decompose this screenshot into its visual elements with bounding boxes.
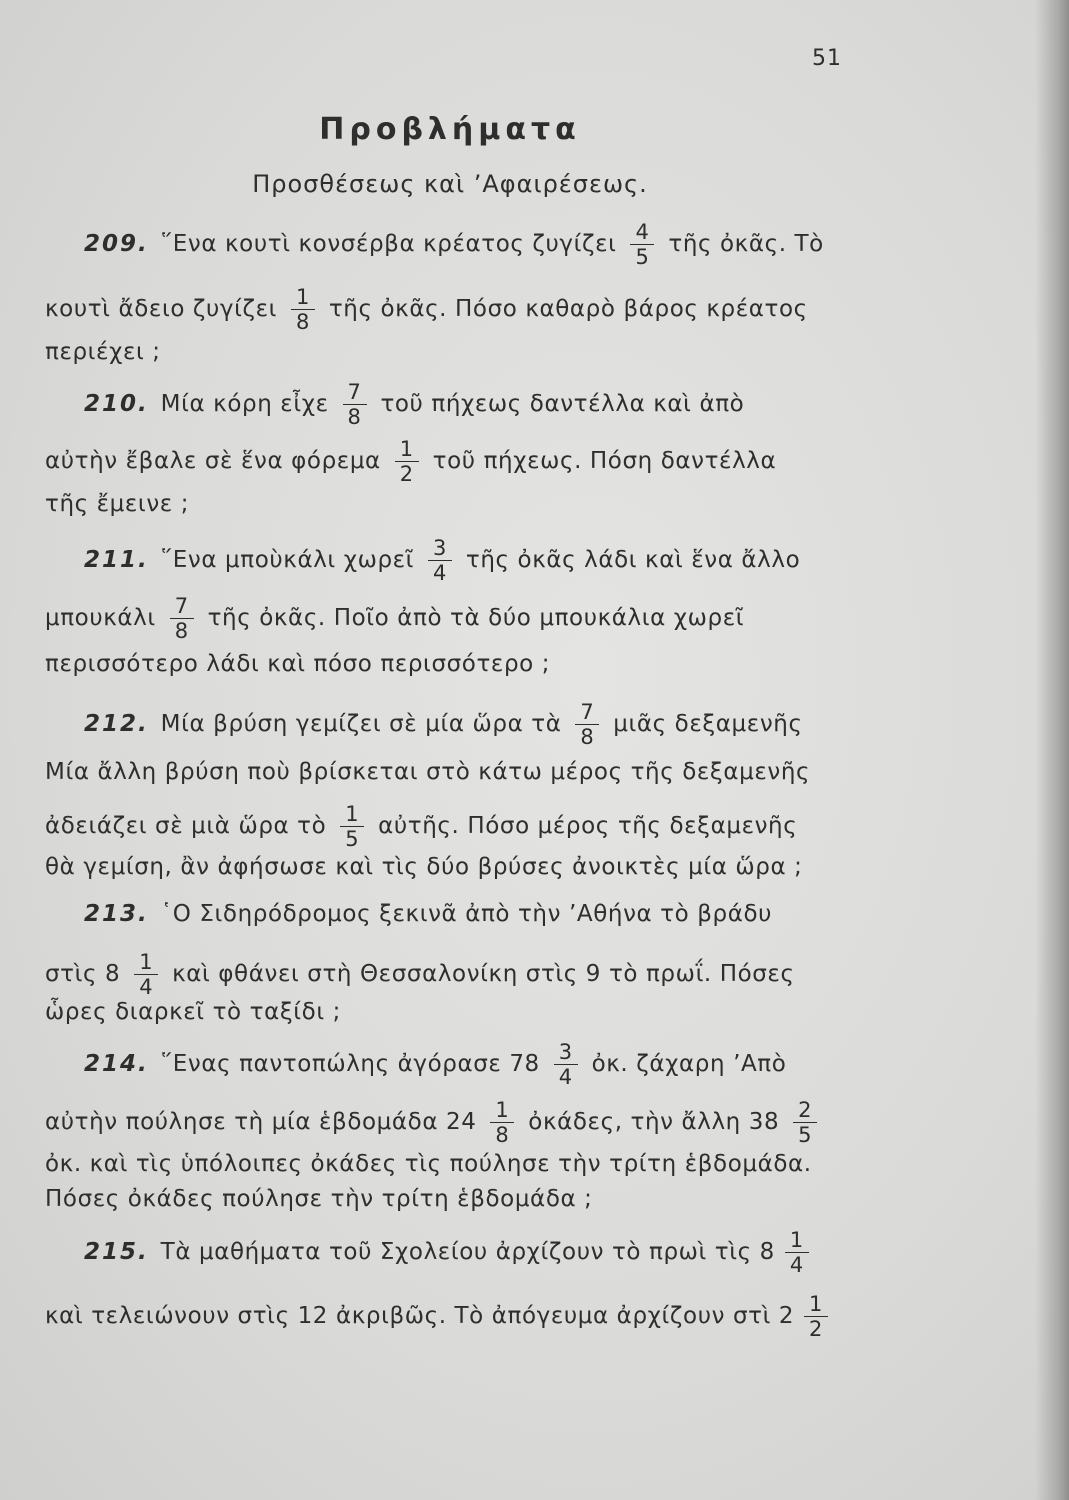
problem-213-line-2 [45, 950, 795, 999]
problem-text: ῞Ενα μποὺκάλι χωρεῖ [160, 547, 415, 573]
problem-text: τῆς ὀκᾶς. Ποῖο ἀπὸ τὰ δύο μπουκάλια χωρεῖ [207, 605, 745, 631]
problem-text: ὀκ. καὶ τὶς ὑπόλοιπες ὀκάδες τὶς πούλησε τὴν τρίτη ἑβδομάδα. [45, 1151, 812, 1177]
problem-text: αὐτὴν ἔβαλε σὲ ἕνα φόρεμα [45, 448, 381, 474]
problem-215-line-2 [45, 1292, 834, 1341]
numerator: 1 [340, 802, 364, 827]
problem-text: τῆς ὀκᾶς λάδι καὶ ἕνα ἄλλο [465, 547, 801, 573]
problem-number: 211. [84, 547, 149, 573]
problem-text: περισσότερο λάδι καὶ πόσο περισσότερο ; [45, 651, 551, 677]
problem-number: 213. [84, 901, 149, 927]
problem-text: θὰ γεμίση, ἂν ἀφήσωσε καὶ τὶς δύο βρύσες ἀνοικτὲς μία ὥρα ; [45, 854, 803, 880]
problem-text: καὶ τελειώνουν στὶς 12 ἀκριβῶς. Τὸ ἀπόγευμα ἀρχίζουν στὶ 2 [45, 1303, 795, 1329]
numerator: 1 [490, 1098, 514, 1123]
denominator: 8 [580, 725, 595, 749]
page-number: 51 [812, 46, 842, 71]
denominator: 4 [558, 1065, 573, 1089]
denominator: 8 [347, 405, 362, 429]
numerator: 1 [785, 1228, 809, 1253]
problem-text: Μία ἄλλη βρύση ποὺ βρίσκεται στὸ κάτω μέρος τῆς δεξαμενῆς [45, 759, 811, 785]
numerator: 1 [134, 950, 158, 975]
problem-209-line-2 [45, 285, 808, 334]
problem-number: 215. [84, 1239, 149, 1265]
problem-text: Μία βρύση γεμίζει σὲ μία ὥρα τὰ [160, 711, 562, 737]
denominator: 4 [139, 975, 154, 999]
denominator: 2 [399, 462, 414, 486]
denominator: 5 [798, 1123, 813, 1147]
problem-text: τῆς ὀκᾶς. Πόσο καθαρὸ βάρος κρέατος [328, 296, 808, 322]
problem-text: κουτὶ ἄδειο ζυγίζει [45, 296, 278, 322]
numerator: 7 [575, 700, 599, 725]
numerator: 7 [170, 594, 194, 619]
problem-text: μιᾶς δεξαμενῆς [613, 711, 803, 737]
section-title: Προβλήματα [319, 112, 581, 147]
page-edge-shadow [1035, 0, 1069, 1500]
problem-213-line-1 [84, 900, 772, 928]
numerator: 2 [793, 1098, 817, 1123]
problem-211-line-3 [45, 650, 550, 678]
problem-210-line-3 [45, 490, 189, 518]
fraction [630, 220, 654, 269]
problem-text: καὶ φθάνει στὴ Θεσσαλονίκη στὶς 9 τὸ πρωΐ. Πόσες [172, 961, 795, 987]
problem-text: Πόσες ὀκάδες πούλησε τὴν τρίτη ἑβδομάδα ; [45, 1186, 593, 1212]
fraction [170, 594, 194, 643]
fraction [804, 1292, 828, 1341]
problem-text: ὧρες διαρκεῖ τὸ ταξίδι ; [45, 999, 341, 1025]
denominator: 8 [174, 619, 189, 643]
problem-text: τοῦ πήχεως. Πόση δαντέλλα [432, 448, 777, 474]
fraction [575, 700, 599, 749]
fraction [340, 802, 364, 851]
problem-text: ῞Ενα κουτὶ κονσέρβα κρέατος ζυγίζει [160, 231, 617, 257]
problem-text: περιέχει ; [45, 339, 161, 365]
numerator: 4 [630, 220, 654, 245]
problem-209-line-3 [45, 338, 161, 366]
denominator: 5 [345, 827, 360, 851]
fraction [134, 950, 158, 999]
numerator: 1 [395, 437, 419, 462]
numerator: 3 [428, 536, 452, 561]
problem-number: 212. [84, 711, 149, 737]
problem-209-line-1 [84, 220, 824, 269]
problem-text: ῞Ενας παντοπώλης ἀγόρασε 78 [160, 1051, 540, 1077]
problem-212-line-2 [45, 758, 810, 786]
fraction [490, 1098, 514, 1147]
fraction [428, 536, 452, 585]
problem-text: αὐτὴν πούλησε τὴ μία ἑβδομάδα 24 [45, 1109, 477, 1135]
problem-214-line-3 [45, 1150, 812, 1178]
problem-210-line-1 [84, 380, 744, 429]
problem-number: 209. [84, 231, 149, 257]
problem-214-line-4 [45, 1185, 593, 1213]
problem-212-line-4 [45, 853, 802, 881]
numerator: 7 [343, 380, 367, 405]
fraction [785, 1228, 809, 1277]
denominator: 5 [635, 245, 650, 269]
fraction [343, 380, 367, 429]
problem-text: ῾Ο Σιδηρόδρομος ξεκινᾶ ἀπὸ τὴν ’Αθήνα τὸ βράδυ [160, 901, 773, 927]
problem-211-line-1 [84, 536, 800, 585]
problem-text: τῆς ἔμεινε ; [45, 491, 190, 517]
numerator: 3 [554, 1040, 578, 1065]
denominator: 8 [295, 310, 310, 334]
denominator: 2 [809, 1317, 824, 1341]
fraction [395, 437, 419, 486]
problem-212-line-3 [45, 802, 797, 851]
denominator: 4 [433, 561, 447, 585]
problem-text: Μία κόρη εἶχε [160, 391, 329, 417]
problem-text: τοῦ πήχεως δαντέλλα καὶ ἀπὸ [380, 391, 745, 417]
problem-214-line-1 [84, 1040, 786, 1089]
problem-text: ἀδειάζει σὲ μιὰ ὥρα τὸ [45, 813, 327, 839]
fraction [291, 285, 315, 334]
fraction [793, 1098, 817, 1147]
denominator: 8 [495, 1123, 510, 1147]
numerator: 1 [291, 285, 315, 310]
section-subtitle: Προσθέσεως καὶ ’Αφαιρέσεως. [252, 170, 648, 198]
problem-text: τῆς ὀκᾶς. Τὸ [668, 231, 824, 257]
fraction [554, 1040, 578, 1089]
problem-text: αὐτῆς. Πόσο μέρος τῆς δεξαμενῆς [378, 813, 798, 839]
problem-text: μπουκάλι [45, 605, 156, 631]
numerator: 1 [804, 1292, 828, 1317]
problem-212-line-1 [84, 700, 803, 749]
problem-215-line-1 [84, 1228, 815, 1277]
problem-text: ὀκ. ζάχαρη ’Απὸ [591, 1051, 787, 1077]
problem-text: ὀκάδες, τὴν ἄλλη 38 [528, 1109, 780, 1135]
problem-211-line-2 [45, 594, 744, 643]
problem-text: Τὰ μαθήματα τοῦ Σχολείου ἀρχίζουν τὸ πρωὶ τὶς 8 [160, 1239, 775, 1265]
problem-number: 210. [84, 391, 149, 417]
problem-number: 214. [84, 1051, 149, 1077]
problem-214-line-2 [45, 1098, 823, 1147]
denominator: 4 [789, 1253, 804, 1277]
problem-213-line-3 [45, 998, 341, 1026]
problem-210-line-2 [45, 437, 776, 486]
problem-text: στὶς 8 [45, 961, 121, 987]
